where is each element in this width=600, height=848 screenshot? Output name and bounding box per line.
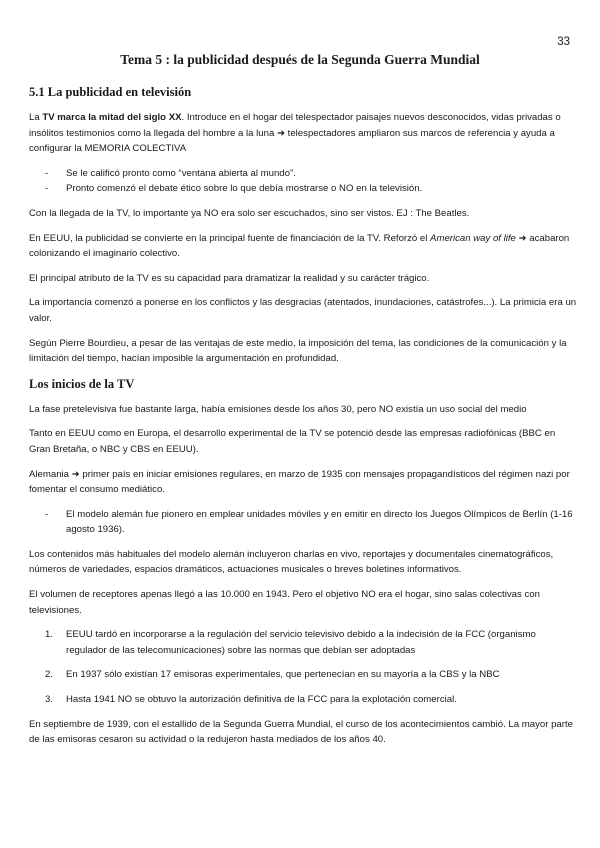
bold-text: TV marca la mitad del siglo XX [42, 112, 182, 123]
paragraph: El principal atributo de la TV es su capacidad para dramatizar la realidad y su carácter trágico. [29, 272, 430, 284]
page-title: Tema 5 : la publicidad después de la Segunda Guerra Mundial [120, 52, 480, 67]
text: . Introduce en el hogar del telespectador paisajes nuevos desconocidos, vidas privadas o insólitos testimonios como la llegada del hombre a la luna ➜ telespectadores ampliaron sus marcos de referencia y ayuda a configurar la MEMORIA COLECTIVA [29, 112, 561, 155]
list-number: 3. [45, 694, 54, 706]
paragraph: Tanto en EEUU como en Europa, el desarrollo experimental de la TV se potenció desde las empresas radiofónicas (BBC en Gran Bretaña, o NBC y CBS en EEUU). [29, 428, 556, 455]
text: ➜ acabaron colonizando el imaginario colectivo. [29, 232, 570, 260]
document-body [29, 84, 577, 757]
list-item: - Se le calificó pronto como “ventana abierta al mundo”. [29, 166, 577, 182]
paragraph: Según Pierre Bourdieu, a pesar de las ventajas de este medio, la imposición del tema, las condiciones de la comunicación y la limitación del tiempo, hacían imposible la argumentación en profundidad. [29, 337, 567, 365]
list-number: 1. [45, 629, 54, 641]
numbered-list [29, 627, 577, 707]
paragraph: La fase pretelevisiva fue bastante larga, había emisiones desde los años 30, pero NO existía un uso social del medio [29, 403, 527, 415]
paragraph: La importancia comenzó a ponerse en los conflictos y las desgracias (atentados, inundaciones, catástrofes...). La primicia era un valor. [29, 297, 577, 324]
list-item-text: En 1937 sólo existían 17 emisoras experimentales, que pertenecían en su mayoría a la CBS y la NBC [66, 669, 500, 681]
bullet-list [29, 166, 577, 197]
paragraph [29, 110, 577, 157]
list-item [29, 692, 577, 708]
bullet-list [29, 507, 577, 538]
list-item-text: EEUU tardó en incorporarse a la regulación del servicio televisivo debido a la indecisión de la FCC (organismo regulador de las telecomunicaciones) sobre las normas que debían ser adoptadas [66, 629, 536, 656]
section-heading-publicidad-tv: 5.1 La publicidad en televisión [29, 85, 192, 99]
page-number: 33 [557, 36, 570, 48]
list-item-text: Hasta 1941 NO se obtuvo la autorización definitiva de la FCC para la explotación comercial. [66, 694, 457, 706]
list-item [29, 627, 577, 658]
paragraph: Con la llegada de la TV, lo importante ya NO era solo ser escuchados, sino ser vistos. EJ : The Beatles. [29, 207, 470, 219]
section-heading-inicios-tv: Los inicios de la TV [29, 376, 135, 391]
italic-text: American way of life [430, 232, 516, 244]
list-item: - Pronto comenzó el debate ético sobre lo que debía mostrarse o NO en la televisión. [29, 181, 577, 197]
paragraph: El volumen de receptores apenas llegó a las 10.000 en 1943. Pero el objetivo NO era el hogar, sino salas colectivas con televisiones. [29, 589, 540, 616]
text: La [29, 112, 43, 123]
paragraph: Los contenidos más habituales del modelo alemán incluyeron charlas en vivo, reportajes y documentales cinematográficos, números de variedades, espacios dramáticos, actuaciones musicales o breves boletines informativos. [29, 548, 554, 576]
text: En EEUU, la publicidad se convierte en la principal fuente de financiación de la TV. Reforzó el [29, 232, 431, 244]
paragraph: En septiembre de 1939, con el estallido de la Segunda Guerra Mundial, el curso de los acontecimientos cambió. La mayor parte de las emisoras cesaron su actividad o la redujeron hasta mediados de los años 40. [29, 718, 573, 746]
paragraph: Alemania ➜ primer país en iniciar emisiones regulares, en marzo de 1935 con mensajes propagandísticos del régimen nazi por fomentar el consumo mediático. [29, 468, 570, 496]
list-item: - El modelo alemán fue pionero en emplear unidades móviles y en emitir en directo los Juegos Olímpicos de Berlín (1-16 agosto 1936). [29, 507, 577, 538]
paragraph [29, 231, 577, 262]
list-item [29, 667, 577, 683]
list-number: 2. [45, 669, 54, 681]
